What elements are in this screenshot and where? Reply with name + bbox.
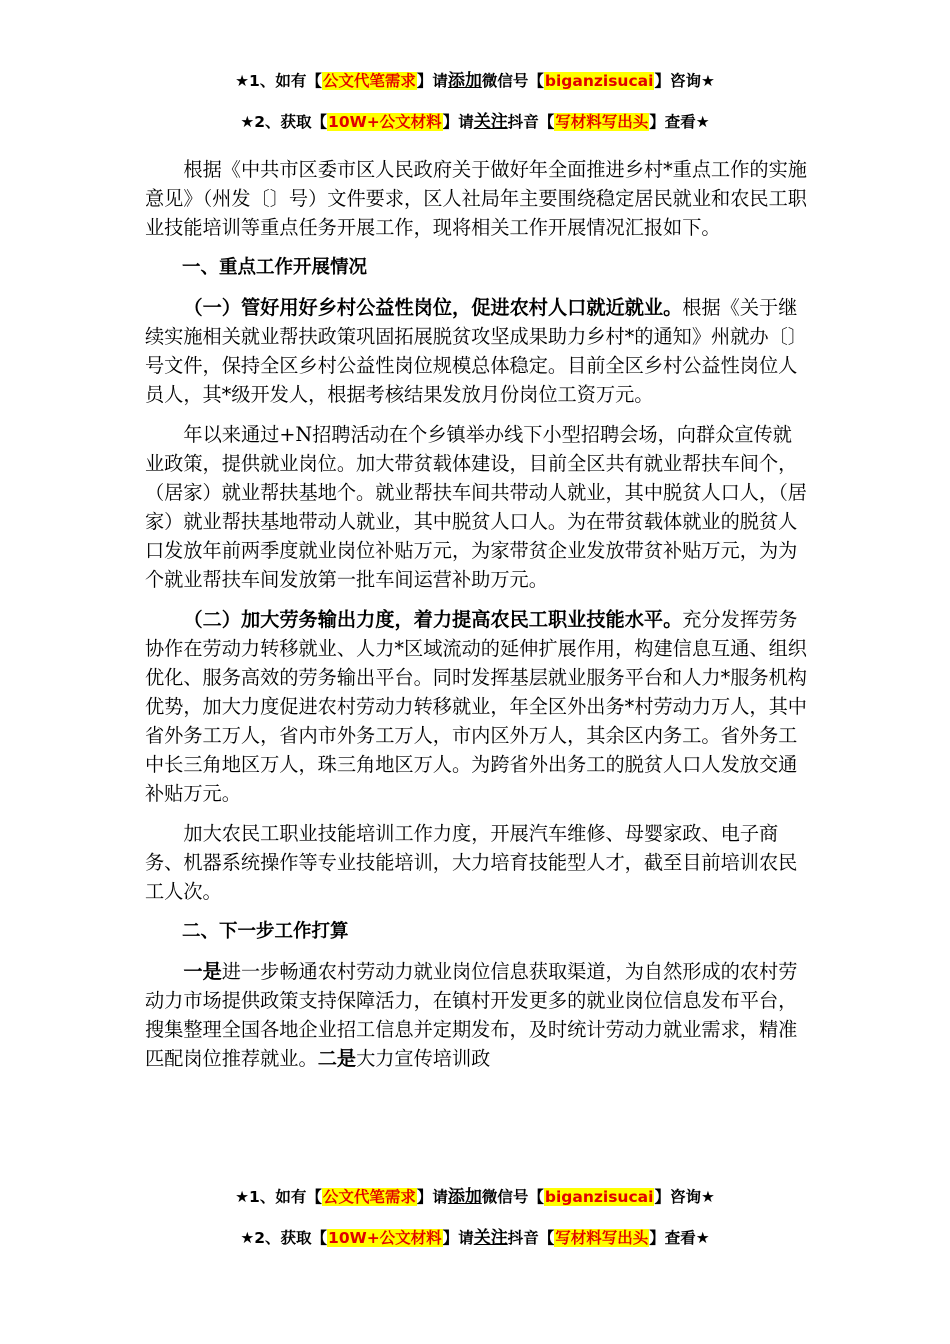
paragraph-s1-2: 年以来通过+N招聘活动在个乡镇举办线下小型招聘会场，向群众宣传就业政策，提供就业岗位。加大带贫载体建设，目前全区共有就业帮扶车间个，（居家）就业帮扶基地个。就业帮扶车间共带动人就业，其中脱贫人口人，（居家）就业帮扶基地带动人就业，其中脱贫人口人。为在带贫载体就业的脱贫人口发放年前两季度就业岗位补贴万元，为家带贫企业发放带贫补贴万元，为为个就业帮扶车间发放第一批车间运营补助万元。: [145, 423, 807, 591]
promo-line-2-footer: [0, 1227, 950, 1249]
promo-text: 微信号【: [481, 1188, 544, 1206]
paragraph-text: 大力宣传培训政: [356, 1047, 491, 1070]
promo-highlight: 公文代笔需求: [322, 1188, 416, 1206]
section-2-title: 二、下一步工作打算: [182, 921, 349, 942]
paragraph-s1-3: [145, 605, 810, 808]
promo-highlight: biganzisucai: [544, 1188, 654, 1206]
promo-text: 抖音【: [507, 113, 555, 131]
document-body: [145, 155, 810, 1073]
paragraph-s1-1: [145, 293, 810, 409]
paragraph-text: 充分发挥劳务协作在劳动力转移就业、人力*区域流动的延伸扩展作用，构建信息互通、组织优化、服务高效的劳务输出平台。同时发挥基层就业服务平台和人力*服务机构优势，加大力度促进农村劳动力转移就业，年全区外出务*村劳动力万人，其中省外务工万人，省内市外务工万人，市内区外万人，其余区内务工。省外务工中长三角地区万人，珠三角地区万人。为跨省外出务工的脱贫人口人发放交通补贴万元。: [145, 608, 807, 805]
intro-paragraph: 根据《中共市区委市区人民政府关于做好年全面推进乡村*重点工作的实施意见》（州发〔〕号）文件要求，区人社局年主要围绕稳定居民就业和农民工职业技能培训等重点任务开展工作，现将相关工作开展情况汇报如下。: [145, 158, 807, 239]
paragraph-lead: 一是: [183, 960, 222, 983]
paragraph-text: 根据《关于继续实施相关就业帮扶政策巩固拓展脱贫攻坚成果助力乡村*的通知》州就办〔〕号文件，保持全区乡村公益性岗位规模总体稳定。目前全区乡村公益性岗位人员人，其*级开发人，根据考核结果发放月份岗位工资万元。: [145, 296, 807, 406]
promo-text: 】请: [416, 1188, 448, 1206]
paragraph-lead: （一）管好用好乡村公益性岗位，促进农村人口就近就业。: [183, 296, 683, 319]
promo-text: ★1、如有【: [235, 72, 322, 90]
promo-highlight: 写材料写出头: [555, 1229, 649, 1247]
promo-underline: 添加: [447, 1187, 482, 1207]
promo-highlight: 10W+公文材料: [328, 1229, 442, 1247]
promo-text: 】咨询★: [654, 72, 715, 90]
promo-text: 微信号【: [481, 72, 544, 90]
paragraph-text: 进一步畅通农村劳动力就业岗位信息获取渠道，为自然形成的农村劳动力市场提供政策支持保障活力，在镇村开发更多的就业岗位信息发布平台，搜集整理全国各地企业招工信息并定期发布，及时统计劳动力就业需求，精准匹配岗位推荐就业。: [145, 960, 798, 1070]
promo-text: 】请: [442, 1229, 474, 1247]
promo-highlight: biganzisucai: [544, 72, 654, 90]
promo-underline: 关注: [473, 1228, 508, 1248]
promo-underline: 关注: [473, 112, 508, 132]
promo-line-1-footer: [0, 1186, 950, 1208]
section-1-title: 一、重点工作开展情况: [182, 257, 368, 278]
paragraph-s1-4: 加大农民工职业技能培训工作力度，开展汽车维修、母婴家政、电子商务、机器系统操作等专业技能培训，大力培育技能型人才，截至目前培训农民工人次。: [145, 822, 798, 903]
promo-text: ★2、获取【: [240, 113, 328, 131]
promo-text: 】请: [442, 113, 474, 131]
promo-text: 】查看★: [649, 113, 710, 131]
promo-underline: 添加: [447, 71, 482, 91]
promo-text: 】请: [416, 72, 448, 90]
paragraph-lead: 二是: [317, 1047, 357, 1070]
paragraph-s2-1: [145, 957, 810, 1073]
promo-text: ★1、如有【: [235, 1188, 322, 1206]
promo-text: ★2、获取【: [240, 1229, 328, 1247]
promo-highlight: 写材料写出头: [555, 113, 649, 131]
promo-highlight: 公文代笔需求: [322, 72, 416, 90]
promo-highlight: 10W+公文材料: [328, 113, 442, 131]
promo-line-1: [0, 70, 950, 92]
paragraph-lead: （二）加大劳务输出力度，着力提高农民工职业技能水平。: [183, 608, 683, 631]
promo-text: 】查看★: [649, 1229, 710, 1247]
promo-line-2: [0, 111, 950, 133]
promo-text: 】咨询★: [654, 1188, 715, 1206]
promo-text: 抖音【: [507, 1229, 555, 1247]
